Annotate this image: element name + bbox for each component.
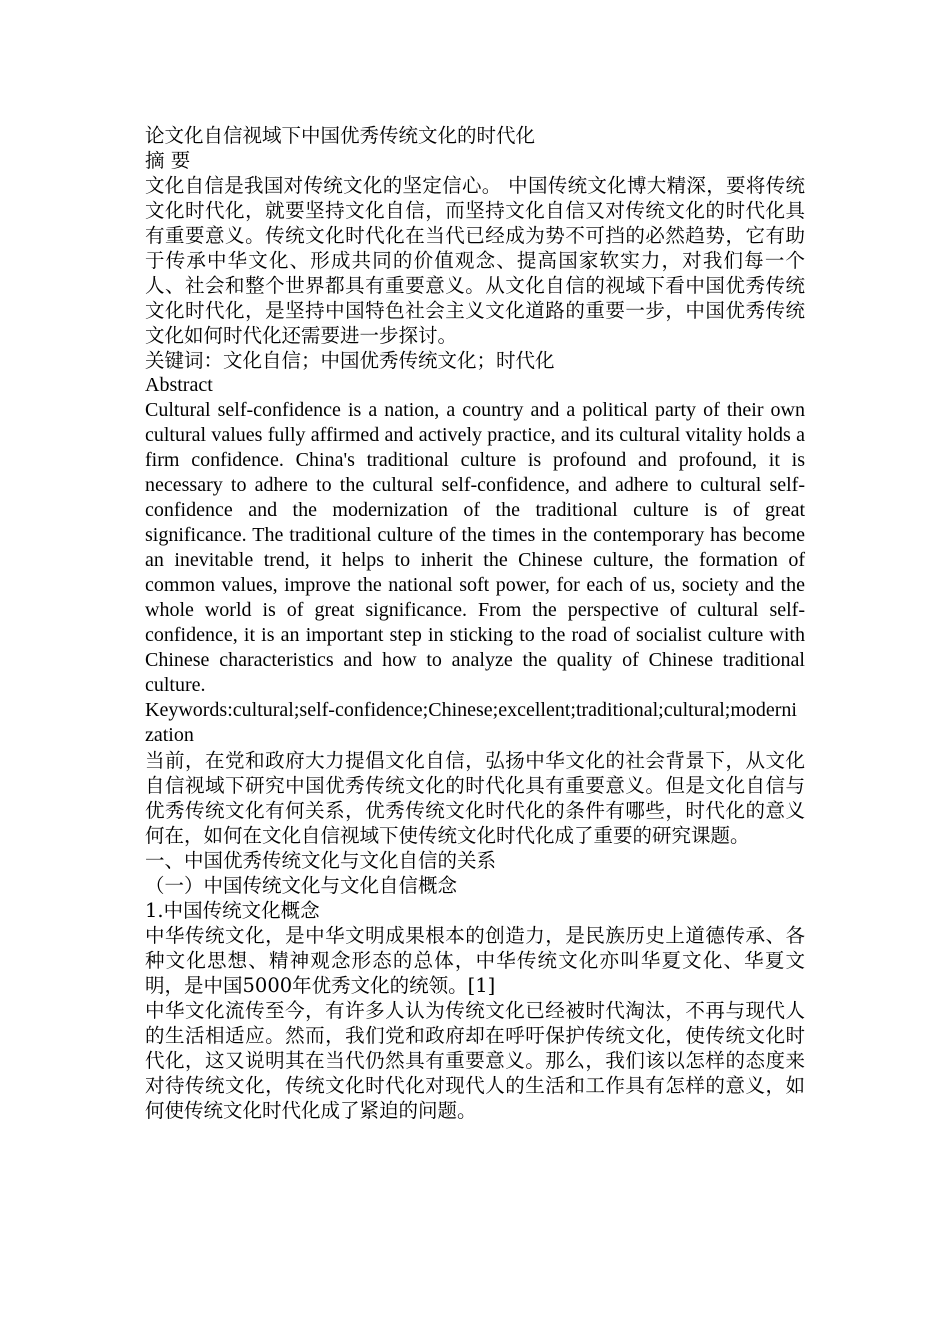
abstract-en-text: Cultural self-confidence is a nation, a country and a political party of their own cultural values fully affirmed and actively practice, and its cultural vitality holds a firm confidence. China's traditional culture is profound and profound, it is necessary to adhere to the cultural self-confidence, and adhere to cultural self-confidence and the modernization of the traditional culture is of great significance. The traditional culture of the times in the contemporary has become an inevitable trend, it helps to inherit the Chinese culture, the formation of common values, improve the national soft power, for each of us, society and the whole world is of great significance. From the perspective of cultural self-confidence, it is an important step in sticking to the road of socialist culture with Chinese characteristics and how to analyze the quality of Chinese traditional culture.: [145, 399, 805, 696]
body-paragraph-2: 中华文化流传至今，有许多人认为传统文化已经被时代淘汰，不再与现代人的生活相适应。然而，我们党和政府却在呼吁保护传统文化，使传统文化时代化，这又说明其在当代仍然具有重要意义。那么，我们该以怎样的态度来对待传统文化，传统文化时代化对现代人的生活和工作具有怎样的意义，如何使传统文化时代化成了紧迫的问题。: [145, 999, 805, 1122]
keywords-en: Keywords:cultural;self-confidence;Chinese;excellent;traditional;cultural;modernization: [145, 699, 797, 746]
intro-paragraph: 当前，在党和政府大力提倡文化自信，弘扬中华文化的社会背景下，从文化自信视域下研究中国优秀传统文化的时代化具有重要意义。但是文化自信与优秀传统文化有何关系，优秀传统文化时代化的条件有哪些，时代化的意义何在，如何在文化自信视域下使传统文化时代化成了重要的研究课题。: [145, 749, 805, 847]
abstract-cn-text: 文化自信是我国对传统文化的坚定信心。 中国传统文化博大精深，要将传统文化时代化，就要坚持文化自信，而坚持文化自信又对传统文化的时代化具有重要意义。传统文化时代化在当代已经成为势不可挡的必然趋势，它有助于传承中华文化、形成共同的价值观念、提高国家软实力，对我们每一个人、社会和整个世界都具有重要意义。从文化自信的视域下看中国优秀传统文化时代化，是坚持中国特色社会主义文化道路的重要一步，中国优秀传统文化如何时代化还需要进一步探讨。: [145, 174, 805, 347]
document-page: [145, 123, 805, 1123]
abstract-cn-heading: 摘 要: [145, 149, 191, 172]
abstract-en-heading: Abstract: [145, 374, 213, 396]
body-paragraph-1: 中华传统文化，是中华文明成果根本的创造力，是民族历史上道德传承、各种文化思想、精神观念形态的总体，中华传统文化亦叫华夏文化、华夏文明，是中国5000年优秀文化的统领。[1]: [145, 924, 805, 997]
section-heading-1: 一、中国优秀传统文化与文化自信的关系: [145, 849, 497, 872]
subsubsection-heading-1: 1.中国传统文化概念: [145, 899, 320, 922]
document-title: 论文化自信视域下中国优秀传统文化的时代化: [145, 124, 536, 147]
keywords-cn: 关键词：文化自信；中国优秀传统文化；时代化: [145, 349, 555, 372]
subsection-heading-1: （一）中国传统文化与文化自信概念: [145, 874, 458, 897]
